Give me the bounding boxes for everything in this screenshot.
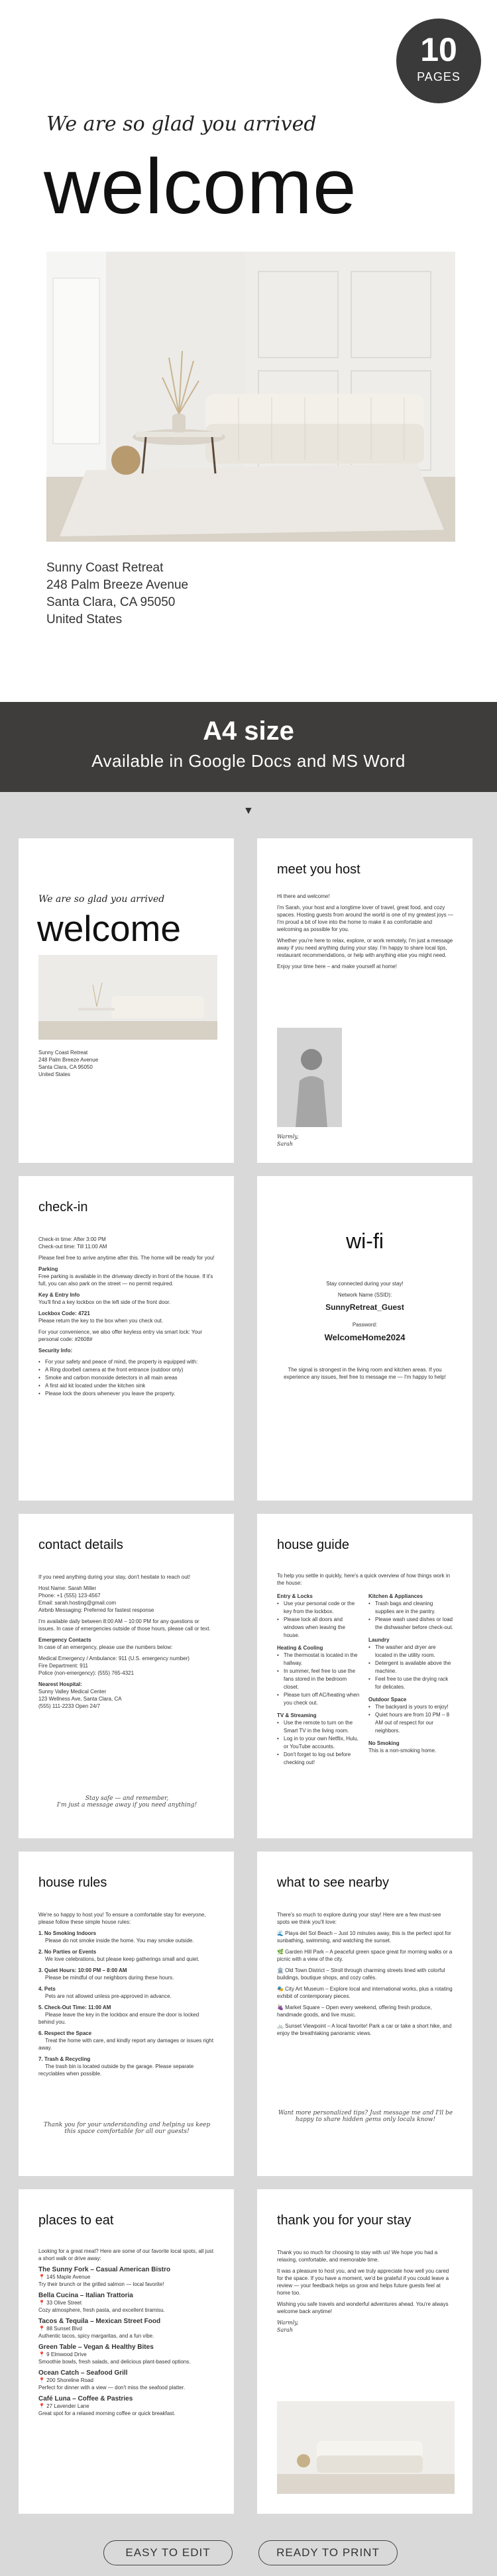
paragraph: Wishing you safe travels and wonderful adventures ahead. You're always welcome back anytime! <box>277 2301 449 2314</box>
guide-item: • Log in to your own Netflix, Hulu, or YouTube accounts. <box>277 1735 362 1751</box>
availability: I'm available daily between 8:00 AM – 10:00 PM for any questions or issues. In case of emergencies outside of those hours, please call or text. <box>38 1618 211 1632</box>
guide-item: • Don't forget to log out before checking out! <box>277 1751 362 1767</box>
host-photo <box>277 1028 342 1127</box>
guide-left-column <box>277 1588 362 1767</box>
ready-to-print-pill: READY TO PRINT <box>258 2540 398 2565</box>
sign-off: Warmly, <box>277 2320 299 2326</box>
restaurant-name: The Sunny Fork – Casual American Bistro <box>38 2266 171 2273</box>
address-line: Sunny Coast Retreat <box>46 561 164 575</box>
host-email: Email: sarah.hosting@gmail.com <box>38 1600 117 1606</box>
rule-text: Please do not smoke inside the home. You may smoke outside. <box>45 1938 194 1944</box>
page-body <box>277 893 454 974</box>
police-number: Police (non-emergency): (555) 765-4321 <box>38 1670 135 1676</box>
guide-intro: To help you settle in quickly, here's a quick overview of how things work in the house: <box>277 1573 451 1586</box>
rule-text: Please leave the key in the lockbox and ensure the door is locked behind you. <box>38 2012 199 2025</box>
section-heading: Outdoor Space <box>368 1697 407 1703</box>
rule <box>38 1948 215 1963</box>
rule-title: 1. No Smoking Indoors <box>38 1930 97 1936</box>
medical-number: Medical Emergency / Ambulance: 911 (U.S. emergency number) <box>38 1656 190 1661</box>
rule <box>38 1985 215 2000</box>
checkin-times <box>38 1236 215 1250</box>
page-wifi <box>257 1176 472 1501</box>
restaurant-note: Try their brunch or the grilled salmon — local favorite! <box>38 2281 164 2287</box>
page-title: house rules <box>38 1875 107 1890</box>
closing: Enjoy your time here – and make yourself at home! <box>277 964 397 969</box>
paragraph: Whether you're here to relax, explore, or work remotely, I'm just a message away if you need anything during your stay. I'm happy to share local tips, restaurant recommendations, or help with anything else you might need. <box>277 938 453 958</box>
hospital-line: Sunny Valley Medical Center <box>38 1689 107 1695</box>
restaurant-name: Tacos & Tequila – Mexican Street Food <box>38 2318 161 2325</box>
guide-item: • Please wash used dishes or load the dishwasher before check-out. <box>368 1616 453 1632</box>
nearby-item: 🌿 Garden Hill Park – A peaceful green space great for morning walks or a picnic with a view of the city. <box>277 1949 453 1962</box>
page-title: check-in <box>38 1200 88 1214</box>
format-banner <box>0 702 497 792</box>
page-body <box>277 1911 454 2041</box>
checkout-time: Check-out time: Till 11:00 AM <box>38 1244 107 1250</box>
page-tagline: We are so glad you arrived <box>38 894 165 905</box>
intro: We're so happy to host you! To ensure a comfortable stay for everyone, please follow these simple house rules: <box>38 1912 206 1925</box>
hero-tagline: We are so glad you arrived <box>46 113 317 136</box>
wifi-intro: Stay connected during your stay! <box>326 1281 404 1287</box>
rule-title: 5. Check-Out Time: 11:00 AM <box>38 2005 111 2010</box>
address-line: United States <box>38 1071 71 1077</box>
rule <box>38 2056 215 2077</box>
page-house-rules <box>19 1852 234 2176</box>
password-label: Password: <box>352 1322 378 1328</box>
guide-item: • Quiet hours are from 10 PM – 8 AM out of respect for our neighbors. <box>368 1711 453 1735</box>
nearby-item: 🏛️ Old Town District – Stroll through charming streets lined with colorful buildings, boutique shops, and cozy cafés. <box>277 1967 445 1981</box>
section-heading: No Smoking <box>368 1740 400 1746</box>
living-room-photo <box>46 252 455 542</box>
page-title: contact details <box>38 1538 123 1552</box>
nearby-item: 🍇 Market Square – Open every weekend, offering fresh produce, handmade goods, and live music. <box>277 2005 432 2018</box>
address-line: United States <box>46 613 123 626</box>
guide-item: • The backyard is yours to enjoy! <box>368 1703 453 1711</box>
host-phone: Phone: +1 (555) 123-4567 <box>38 1593 101 1599</box>
checkin-time: Check-in time: After 3:00 PM <box>38 1236 106 1242</box>
guide-right-column <box>368 1588 453 1754</box>
security-item: • A Ring doorbell camera at the front entrance (outdoor only) <box>38 1366 215 1374</box>
restaurant <box>38 2292 215 2314</box>
wifi-password: WelcomeHome2024 <box>324 1332 406 1342</box>
banner-title: A4 size <box>203 717 294 746</box>
restaurant <box>38 2318 215 2340</box>
security-item: • For your safety and peace of mind, the property is equipped with: <box>38 1358 215 1366</box>
hospital-heading: Nearest Hospital: <box>38 1681 82 1687</box>
page-gallery <box>0 792 497 2576</box>
page-places-to-eat <box>19 2189 234 2514</box>
restaurant-address: 📍 9 Elmwood Drive <box>38 2352 87 2357</box>
paragraph: Thank you so much for choosing to stay with us! We hope you had a relaxing, comfortable, and memorable time. <box>277 2250 438 2263</box>
rule-title: 3. Quiet Hours: 10:00 PM – 8:00 AM <box>38 1967 127 1973</box>
page-body <box>38 1573 215 1714</box>
restaurant-note: Authentic tacos, spicy margaritas, and a fun vibe. <box>38 2333 154 2339</box>
closing-line: Stay safe — and remember, <box>85 1795 169 1802</box>
section-heading: Laundry <box>368 1637 390 1643</box>
section-heading: Heating & Cooling <box>277 1645 323 1651</box>
page-house-guide <box>257 1514 472 1838</box>
rule <box>38 2030 215 2052</box>
page-body <box>277 2249 454 2338</box>
address-line: 248 Palm Breeze Avenue <box>46 578 189 592</box>
host-signature: Sarah <box>277 1141 293 1147</box>
rule-text: The trash bin is located outside by the garage. Please separate recyclables when possible. <box>38 2063 194 2077</box>
address-line: Santa Clara, CA 95050 <box>46 595 176 609</box>
restaurant <box>38 2395 215 2417</box>
security-title: Security Info: <box>38 1348 73 1354</box>
page-contact <box>19 1514 234 1838</box>
emergency <box>38 1636 215 1651</box>
page-title: what to see nearby <box>277 1875 389 1890</box>
rule-text: Treat the home with care, and kindly report any damages or issues right away. <box>38 2038 214 2051</box>
sign-off: Warmly, <box>277 1134 299 1140</box>
rule <box>38 2004 215 2026</box>
address-line: Sunny Coast Retreat <box>38 1050 88 1056</box>
restaurant <box>38 2344 215 2365</box>
nearby-item: 🌊 Playa del Sol Beach – Just 10 minutes away, this is the perfect spot for sunbathing, swimming, and watching the sunset. <box>277 1930 451 1944</box>
rule-title: 6. Respect the Space <box>38 2030 92 2036</box>
host-info <box>38 1585 215 1614</box>
pages-label: PAGES <box>417 70 461 83</box>
emergency-intro: In case of an emergency, please use the numbers below: <box>38 1644 173 1650</box>
hero-address <box>46 560 188 628</box>
section-heading: Kitchen & Appliances <box>368 1593 423 1599</box>
rule-title: 7. Trash & Recycling <box>38 2056 91 2062</box>
guide-item: • Please turn off AC/heating when you check out. <box>277 1691 362 1707</box>
restaurant-address: 📍 200 Shoreline Road <box>38 2377 93 2383</box>
lockbox-text: Please return the key to the box when you check out. <box>38 1318 164 1324</box>
security-item: • Smoke and carbon monoxide detectors in all main areas <box>38 1374 215 1382</box>
fire-number: Fire Department: 911 <box>38 1663 88 1669</box>
sofa-thumb <box>277 2401 455 2494</box>
section-heading: TV & Streaming <box>277 1712 317 1718</box>
rule-text: Pets are not allowed unless pre-approved in advance. <box>45 1993 172 1999</box>
restaurant-address: 📍 145 Maple Avenue <box>38 2274 91 2280</box>
rule <box>38 1930 215 1944</box>
page-welcome <box>19 838 234 1163</box>
guide-item: • Detergent is available above the machine. <box>368 1660 453 1675</box>
page-nearby <box>257 1852 472 2176</box>
down-arrow-icon: ▼ <box>243 805 254 817</box>
signature <box>277 2319 454 2334</box>
hero-title: welcome <box>44 143 357 230</box>
greeting: Hi there and welcome! <box>277 893 330 899</box>
guide-item: • The washer and dryer are located in the utility room. <box>368 1644 453 1660</box>
page-title: thank you for your stay <box>277 2213 412 2228</box>
page-title: welcome <box>37 908 182 949</box>
security-item: • A first aid kit located under the kitchen sink <box>38 1382 215 1390</box>
pages-badge <box>396 19 481 103</box>
key-heading: Key & Entry Info <box>38 1292 80 1298</box>
restaurant <box>38 2266 215 2288</box>
page-title: meet you host <box>277 862 360 877</box>
rule-title: 4. Pets <box>38 1986 56 1992</box>
intro: Looking for a great meal? Here are some of our favorite local spots, all just a short walk or drive away: <box>38 2248 214 2261</box>
guide-item: This is a non-smoking home. <box>368 1748 437 1754</box>
host-signature: Sarah <box>277 2327 293 2333</box>
security-item: • Please lock the doors whenever you leave the property. <box>38 1390 215 1398</box>
page-check-in <box>19 1176 234 1501</box>
parking-text: Free parking is available in the driveway directly in front of the house. If it's full, you can also park on the street — no permit required. <box>38 1273 213 1287</box>
restaurant-address: 📍 33 Olive Street <box>38 2300 82 2306</box>
nearby-item: 🚲 Sunset Viewpoint – A local favorite! Park a car or take a short hike, and enjoy the breathtaking panoramic views. <box>277 2023 452 2036</box>
closing-note <box>38 1795 215 1808</box>
guide-item: • Use the remote to turn on the Smart TV in the living room. <box>277 1719 362 1735</box>
rule-title: 2. No Parties or Events <box>38 1949 97 1955</box>
restaurant-note: Perfect for dinner with a view — don't miss the seafood platter. <box>38 2385 186 2391</box>
key-text: You'll find a key lockbox on the left side of the front door. <box>38 1299 171 1305</box>
address-line: Santa Clara, CA 95050 <box>38 1064 93 1070</box>
checkout-note: Please feel free to arrive anytime after this. The home will be ready for you! <box>38 1255 215 1261</box>
page-title: places to eat <box>38 2213 114 2228</box>
signature <box>277 1133 298 1148</box>
restaurant <box>38 2369 215 2391</box>
backup-code: For your convenience, we also offer keyless entry via smart lock: Your personal code: #2608# <box>38 1329 203 1342</box>
host-name: Host Name: Sarah Miller <box>38 1585 97 1591</box>
wifi-note: The signal is strongest in the living room and kitchen areas. If you experience any issues, feel free to message me — I'm happy to help! <box>284 1367 446 1380</box>
guide-item: • Please lock all doors and windows when leaving the house. <box>277 1616 362 1640</box>
nearby-item: 🎭 City Art Museum – Explore local and international works, plus a rotating exhibit of contemporary pieces. <box>277 1986 453 1999</box>
airbnb-messaging: Airbnb Messaging: Preferred for fastest response <box>38 1607 154 1613</box>
lockbox-code: Lockbox Code: 4721 <box>38 1311 90 1316</box>
intro: If you need anything during your stay, don't hesitate to reach out! <box>38 1574 191 1580</box>
page-title: house guide <box>277 1538 349 1552</box>
living-room-thumb <box>38 955 217 1040</box>
emergency-heading: Emergency Contacts <box>38 1637 91 1643</box>
restaurant-name: Bella Cucina – Italian Trattoria <box>38 2292 133 2299</box>
restaurant-note: Great spot for a relaxed morning coffee or quick breakfast. <box>38 2410 176 2416</box>
page-meet-host <box>257 838 472 1163</box>
intro: There's so much to explore during your stay! Here are a few must-see spots we think you'll love: <box>277 1912 441 1925</box>
hospital-line: (555) 111-2233 Open 24/7 <box>38 1703 101 1709</box>
key-info <box>38 1291 215 1306</box>
network-label: Network Name (SSID): <box>337 1292 392 1298</box>
page-body <box>38 2248 215 2421</box>
closing-note: Want more personalized tips? Just message me and I'll be happy to share hidden gems only locals know! <box>278 2110 453 2123</box>
rule <box>38 1967 215 1981</box>
hospital-line: 123 Wellness Ave, Santa Clara, CA <box>38 1696 122 1702</box>
hospital <box>38 1681 215 1710</box>
page-body <box>38 1911 215 2081</box>
section-heading: Entry & Locks <box>277 1593 313 1599</box>
page-address <box>38 1049 98 1078</box>
hero-cover <box>0 0 497 702</box>
rule-text: Please be mindful of our neighbors during these hours. <box>45 1975 174 1981</box>
security-heading <box>38 1347 215 1354</box>
guide-item: • Use your personal code or the key from the lockbox. <box>277 1600 362 1616</box>
restaurant-address: 📍 27 Lavender Lane <box>38 2403 89 2409</box>
pages-count: 10 <box>420 31 457 68</box>
rule-text: We love celebrations, but please keep gatherings small and quiet. <box>45 1956 199 1962</box>
restaurant-name: Ocean Catch – Seafood Grill <box>38 2369 128 2377</box>
lockbox <box>38 1310 215 1324</box>
restaurant-note: Cozy atmosphere, fresh pasta, and excellent tiramisu. <box>38 2307 165 2313</box>
parking-heading: Parking <box>38 1266 58 1272</box>
page-title: wi-fi <box>346 1229 384 1253</box>
emergency-numbers <box>38 1655 215 1677</box>
restaurant-address: 📍 88 Sunset Blvd <box>38 2326 82 2332</box>
easy-to-edit-pill: EASY TO EDIT <box>103 2540 233 2565</box>
closing-note: Thank you for your understanding and helping us keep this space comfortable for all our guests! <box>43 2122 211 2135</box>
guide-item: • The thermostat is located in the hallway. <box>277 1652 362 1667</box>
guide-item: • In summer, feel free to use the fans stored in the bedroom closet. <box>277 1667 362 1691</box>
network-name: SunnyRetreat_Guest <box>325 1303 404 1312</box>
closing-line: I'm just a message away if you need anything! <box>56 1802 197 1808</box>
paragraph: It was a pleasure to host you, and we truly appreciate how well you cared for the space. If you have a moment, we'd be grateful if you could leave a review — your feedback helps us grow and helps future guests feel at home too. <box>277 2268 449 2296</box>
intro: I'm Sarah, your host and a longtime lover of travel, great food, and cozy spaces. Hosting guests from around the world is one of my greatest joys — I'm proud a bit of love into the home to make it as comfortable and welcoming as possible for you. <box>277 905 453 932</box>
restaurant-name: Green Table – Vegan & Healthy Bites <box>38 2344 154 2351</box>
banner-subtitle: Available in Google Docs and MS Word <box>91 751 406 771</box>
parking <box>38 1265 215 1287</box>
address-line: 248 Palm Breeze Avenue <box>38 1057 99 1063</box>
restaurant-note: Smoothie bowls, fresh salads, and delicious plant-based options. <box>38 2359 191 2365</box>
page-thank-you <box>257 2189 472 2514</box>
page-body <box>38 1236 215 1398</box>
guide-item: • Feel free to use the drying rack for delicates. <box>368 1675 453 1691</box>
restaurant-name: Café Luna – Coffee & Pastries <box>38 2395 133 2403</box>
guide-item: • Trash bags and cleaning supplies are in the pantry. <box>368 1600 453 1616</box>
